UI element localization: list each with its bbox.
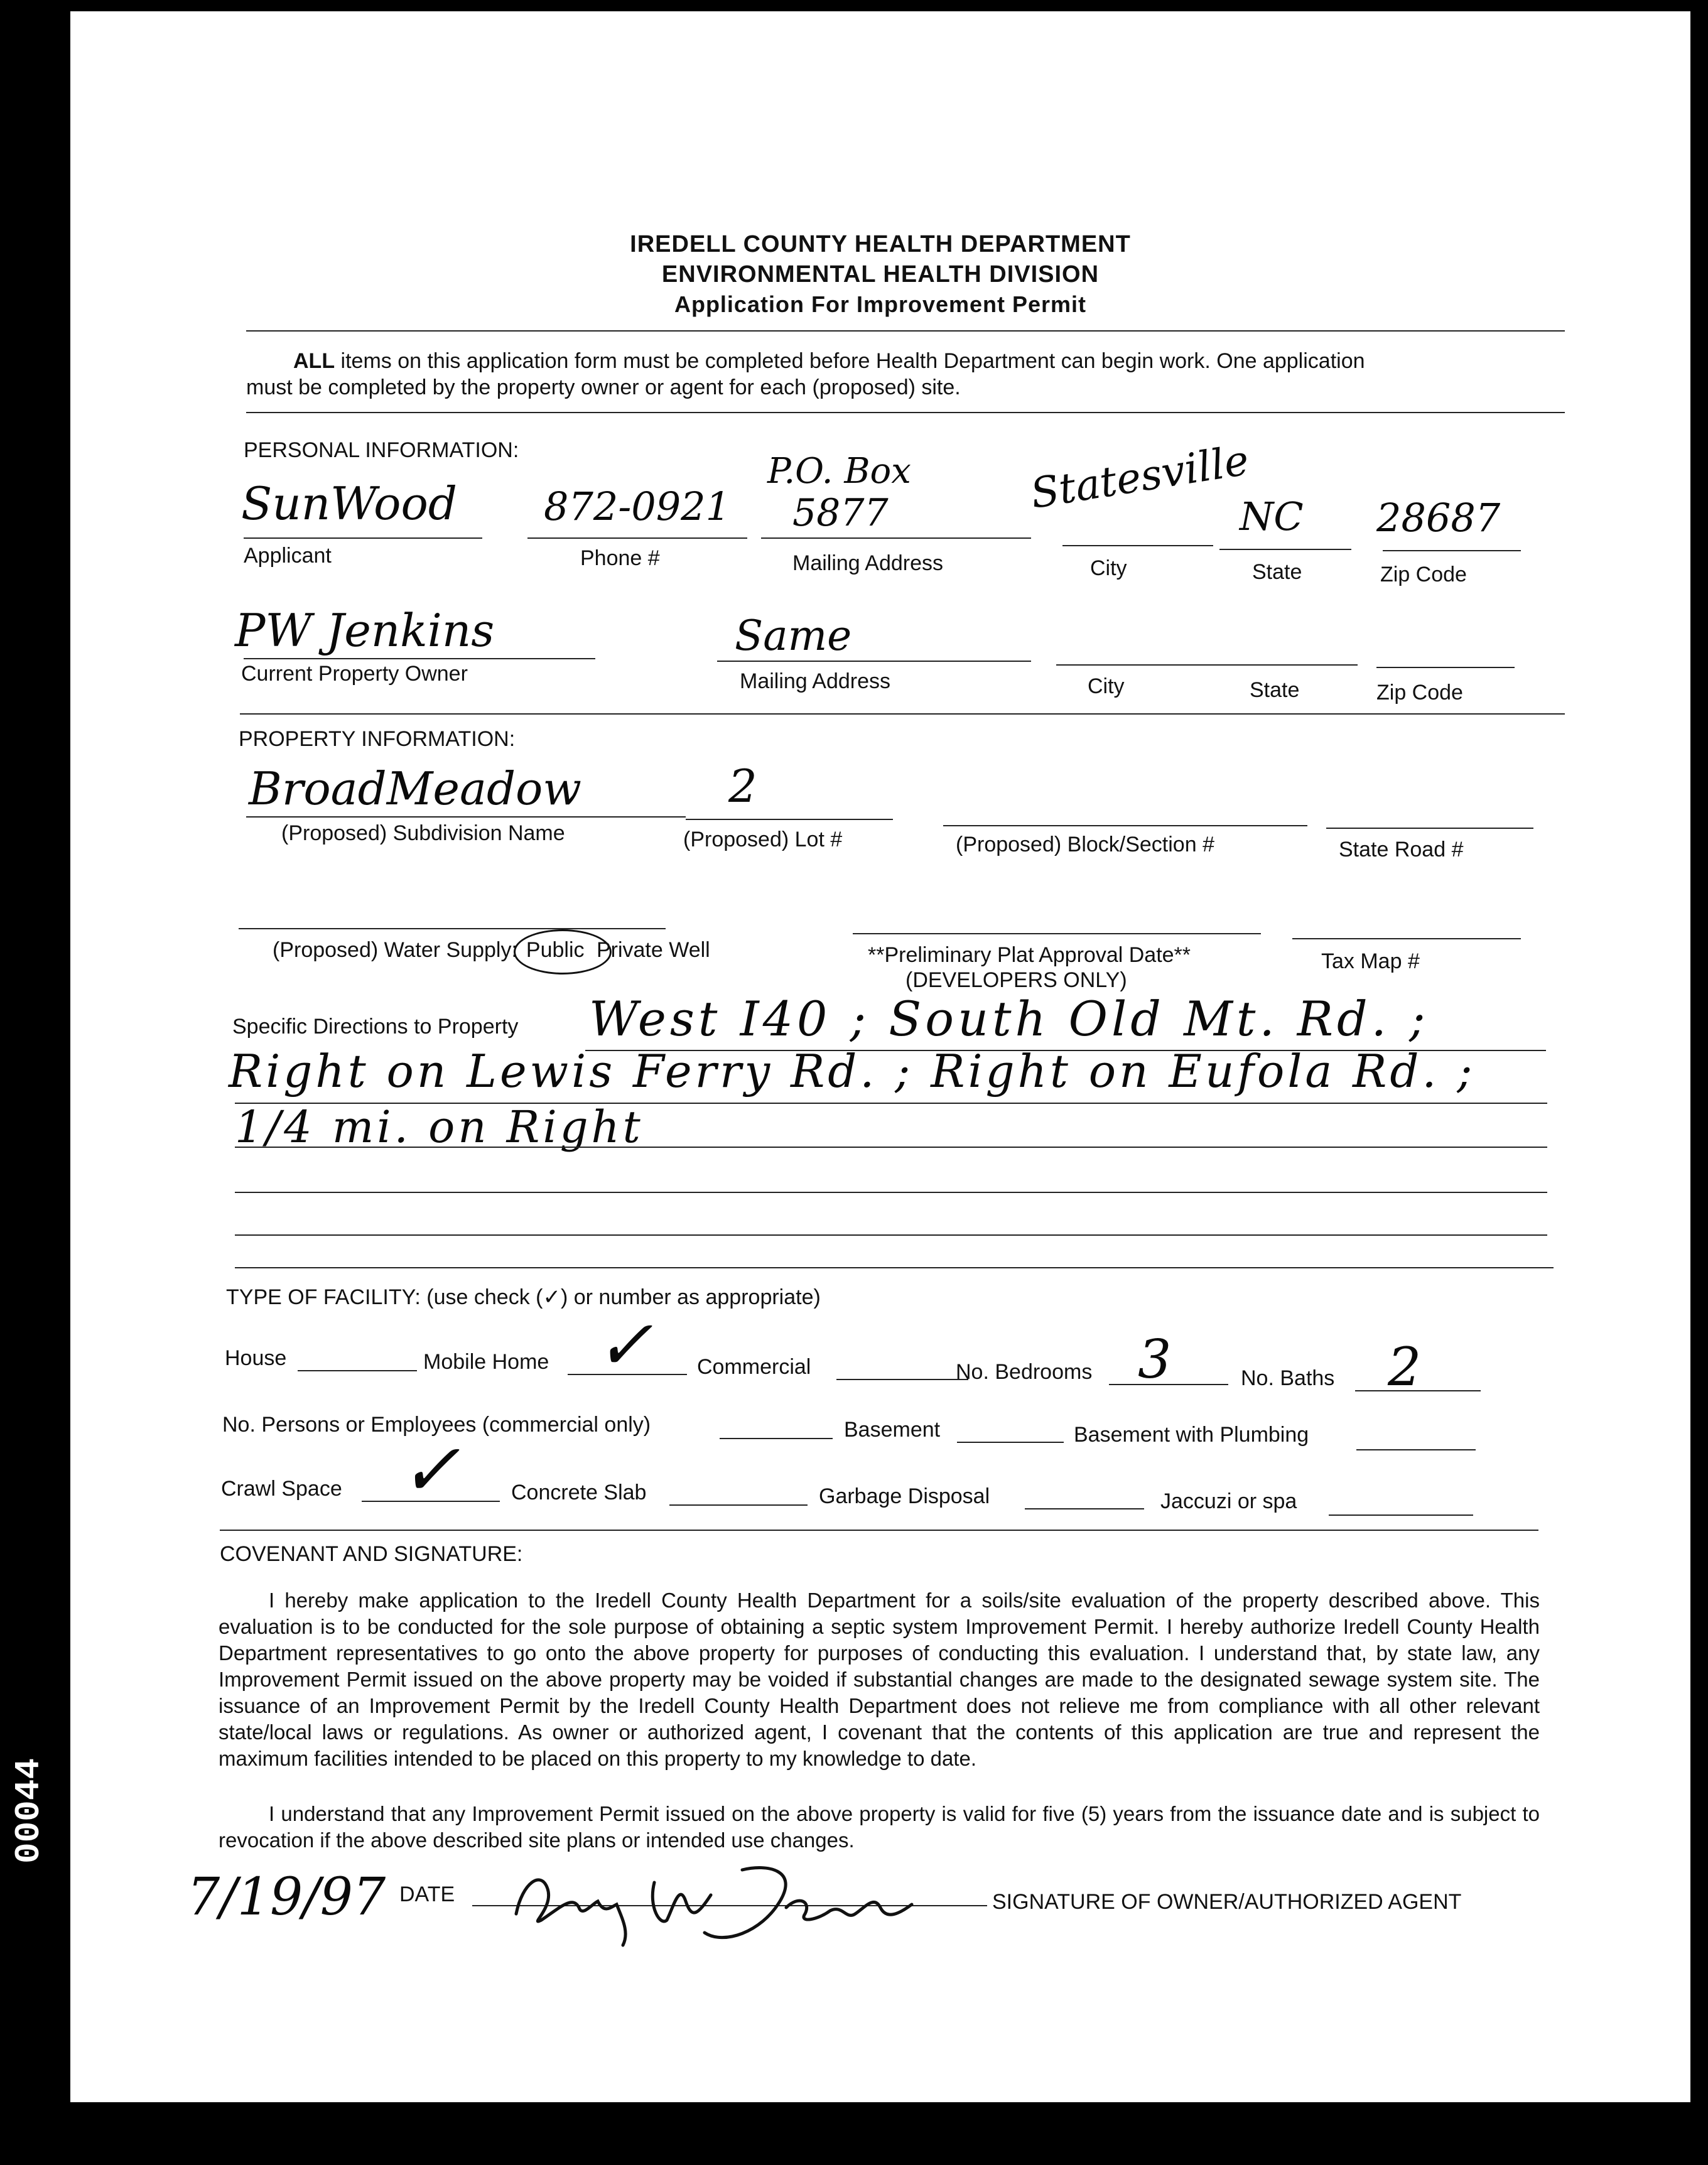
form-page bbox=[70, 11, 1690, 2102]
intro-text1: items on this application form must be completed before Health Department can begin work. One application bbox=[340, 349, 1365, 373]
baths-label: No. Baths bbox=[1241, 1366, 1335, 1390]
divider bbox=[220, 1530, 1538, 1531]
owner-zip-line bbox=[1376, 667, 1515, 668]
garbage-label: Garbage Disposal bbox=[819, 1484, 990, 1508]
phone-label: Phone # bbox=[580, 546, 660, 570]
intro-line1 bbox=[293, 349, 1365, 374]
taxmap-label: Tax Map # bbox=[1321, 949, 1420, 973]
crawl-check: ✓ bbox=[399, 1428, 461, 1513]
water-private-option: Private Well bbox=[596, 938, 710, 962]
zip-value: 28687 bbox=[1376, 495, 1501, 541]
bedrooms-value: 3 bbox=[1138, 1329, 1172, 1390]
applicant-label: Applicant bbox=[244, 544, 332, 568]
directions-rule4 bbox=[235, 1192, 1547, 1193]
covenant-paragraph-2: I understand that any Improvement Permit issued on the above property is valid for five (5) years from the issuance date and is subject to revocation if the above described site plans or intended use changes. bbox=[219, 1802, 1540, 1852]
block-line bbox=[943, 825, 1307, 826]
covenant-paragraph-1: I hereby make application to the Iredell County Health Department for a soils/site evaluation of the property described above. This evaluation is to be conducted for the sole purpose of obtaining a septic system Improvement Permit. I hereby authorize Iredell County Health Department representatives to go onto the above property for purposes of conducting this evaluation. I understand that, by state law, any Improvement Permit issued on the above property may be voided if substantial changes are made to the designated sewage system site. The issuance of an Improvement Permit by the Iredell County Health Department does not relieve me from compliance with all other relevant state/local laws or regulations. As owner or authorized agent, I covenant that the contents of this application are true and represent the maximum facilities intended to be placed on this property to my knowledge to date. bbox=[219, 1589, 1540, 1770]
slab-line bbox=[669, 1504, 808, 1506]
applicant-line bbox=[244, 537, 482, 539]
water-public-label: Public bbox=[526, 938, 585, 962]
zip-label: Zip Code bbox=[1380, 563, 1467, 586]
directions-line1: West I40 ; South Old Mt. Rd. ; bbox=[589, 991, 1429, 1047]
directions-line2: Right on Lewis Ferry Rd. ; Right on Eufola Rd. ; bbox=[229, 1045, 1476, 1098]
owner-label: Current Property Owner bbox=[241, 662, 468, 686]
date-label: DATE bbox=[399, 1882, 455, 1906]
signature bbox=[504, 1845, 1006, 1961]
road-line bbox=[1326, 828, 1533, 829]
block-label: (Proposed) Block/Section # bbox=[956, 833, 1214, 856]
house-line bbox=[298, 1370, 417, 1371]
lot-line bbox=[686, 819, 893, 820]
divider bbox=[246, 330, 1565, 332]
owner-mailing-value: Same bbox=[735, 612, 852, 660]
subdivision-value: BroadMeadow bbox=[249, 762, 582, 815]
owner-mailing-label: Mailing Address bbox=[740, 669, 891, 693]
header-form-title: Application For Improvement Permit bbox=[674, 291, 1087, 317]
mobile-check: ✓ bbox=[595, 1305, 654, 1385]
directions-line3: 1/4 mi. on Right bbox=[235, 1101, 644, 1153]
scan-edge bbox=[0, 0, 69, 2165]
directions-rule6 bbox=[235, 1267, 1554, 1268]
house-label: House bbox=[225, 1346, 287, 1370]
state-line bbox=[1219, 549, 1351, 550]
city-value: Statesville bbox=[1027, 436, 1252, 518]
header-division: ENVIRONMENTAL HEALTH DIVISION bbox=[661, 261, 1100, 288]
slab-label: Concrete Slab bbox=[511, 1481, 647, 1504]
applicant-value: SunWood bbox=[241, 477, 457, 530]
owner-city-line bbox=[1056, 664, 1226, 666]
basement-label: Basement bbox=[844, 1418, 941, 1442]
water-label bbox=[273, 938, 710, 963]
phone-value: 872-0921 bbox=[544, 483, 731, 529]
directions-rule1 bbox=[585, 1050, 1546, 1051]
bedrooms-label: No. Bedrooms bbox=[956, 1360, 1093, 1384]
mobile-label: Mobile Home bbox=[423, 1350, 549, 1374]
mailing-value-2: 5877 bbox=[792, 491, 889, 535]
intro-line2: must be completed by the property owner or agent for each (proposed) site. bbox=[246, 375, 961, 399]
jacuzzi-label: Jaccuzi or spa bbox=[1160, 1489, 1297, 1513]
directions-label: Specific Directions to Property bbox=[232, 1015, 519, 1039]
owner-state-label: State bbox=[1250, 678, 1300, 702]
mailing-line bbox=[761, 537, 1031, 539]
owner-mailing-line bbox=[717, 661, 1031, 662]
basement-plumbing-label: Basement with Plumbing bbox=[1074, 1423, 1309, 1447]
lot-label: (Proposed) Lot # bbox=[683, 828, 843, 851]
intro-lead: ALL bbox=[293, 349, 335, 373]
state-value: NC bbox=[1240, 494, 1304, 539]
owner-line bbox=[244, 658, 595, 659]
persons-line bbox=[720, 1438, 833, 1439]
commercial-line bbox=[836, 1379, 968, 1380]
covenant-heading: COVENANT AND SIGNATURE: bbox=[220, 1542, 523, 1566]
signature-scribble bbox=[504, 1845, 1006, 1958]
basement-plumbing-line bbox=[1356, 1449, 1476, 1450]
state-label: State bbox=[1252, 560, 1302, 584]
plat-sublabel: (DEVELOPERS ONLY) bbox=[905, 968, 1127, 992]
owner-state-line bbox=[1226, 664, 1358, 666]
date-value: 7/19/97 bbox=[187, 1867, 386, 1927]
garbage-line bbox=[1025, 1508, 1144, 1509]
directions-rule5 bbox=[235, 1234, 1547, 1236]
property-heading: PROPERTY INFORMATION: bbox=[239, 727, 516, 751]
owner-value: PW Jenkins bbox=[235, 604, 495, 657]
signature-label: SIGNATURE OF OWNER/AUTHORIZED AGENT bbox=[992, 1890, 1462, 1914]
city-label: City bbox=[1090, 556, 1127, 580]
basement-line bbox=[957, 1442, 1064, 1443]
owner-city-label: City bbox=[1088, 674, 1125, 698]
water-public-option bbox=[520, 938, 591, 963]
crawl-label: Crawl Space bbox=[221, 1477, 342, 1501]
divider bbox=[240, 713, 1565, 715]
lot-value: 2 bbox=[728, 760, 757, 813]
plat-label: **Preliminary Plat Approval Date** bbox=[868, 943, 1191, 967]
personal-heading: PERSONAL INFORMATION: bbox=[244, 438, 519, 462]
water-line bbox=[239, 928, 666, 929]
directions-rule3 bbox=[235, 1147, 1547, 1148]
water-supply-label: (Proposed) Water Supply: bbox=[273, 938, 517, 962]
mailing-label: Mailing Address bbox=[792, 551, 944, 575]
road-label: State Road # bbox=[1339, 838, 1464, 861]
zip-line bbox=[1383, 550, 1521, 551]
phone-line bbox=[527, 537, 747, 539]
facility-heading: TYPE OF FACILITY: (use check (✓) or number as appropriate) bbox=[226, 1285, 821, 1309]
divider bbox=[246, 412, 1565, 413]
city-line bbox=[1062, 545, 1213, 546]
subdivision-line bbox=[246, 816, 686, 818]
commercial-label: Commercial bbox=[697, 1355, 811, 1379]
subdivision-label: (Proposed) Subdivision Name bbox=[281, 821, 565, 845]
plat-line bbox=[853, 933, 1261, 934]
header-department: IREDELL COUNTY HEALTH DEPARTMENT bbox=[630, 231, 1131, 257]
edge-stamp: 00044 bbox=[9, 1758, 49, 1864]
owner-zip-label: Zip Code bbox=[1376, 681, 1463, 705]
mailing-value-1: P.O. Box bbox=[767, 451, 911, 492]
selection-circle bbox=[514, 929, 612, 975]
persons-label: No. Persons or Employees (commercial only) bbox=[222, 1413, 651, 1437]
taxmap-line bbox=[1292, 938, 1521, 939]
baths-value: 2 bbox=[1388, 1336, 1422, 1398]
jacuzzi-line bbox=[1329, 1514, 1473, 1516]
directions-rule2 bbox=[235, 1103, 1547, 1104]
